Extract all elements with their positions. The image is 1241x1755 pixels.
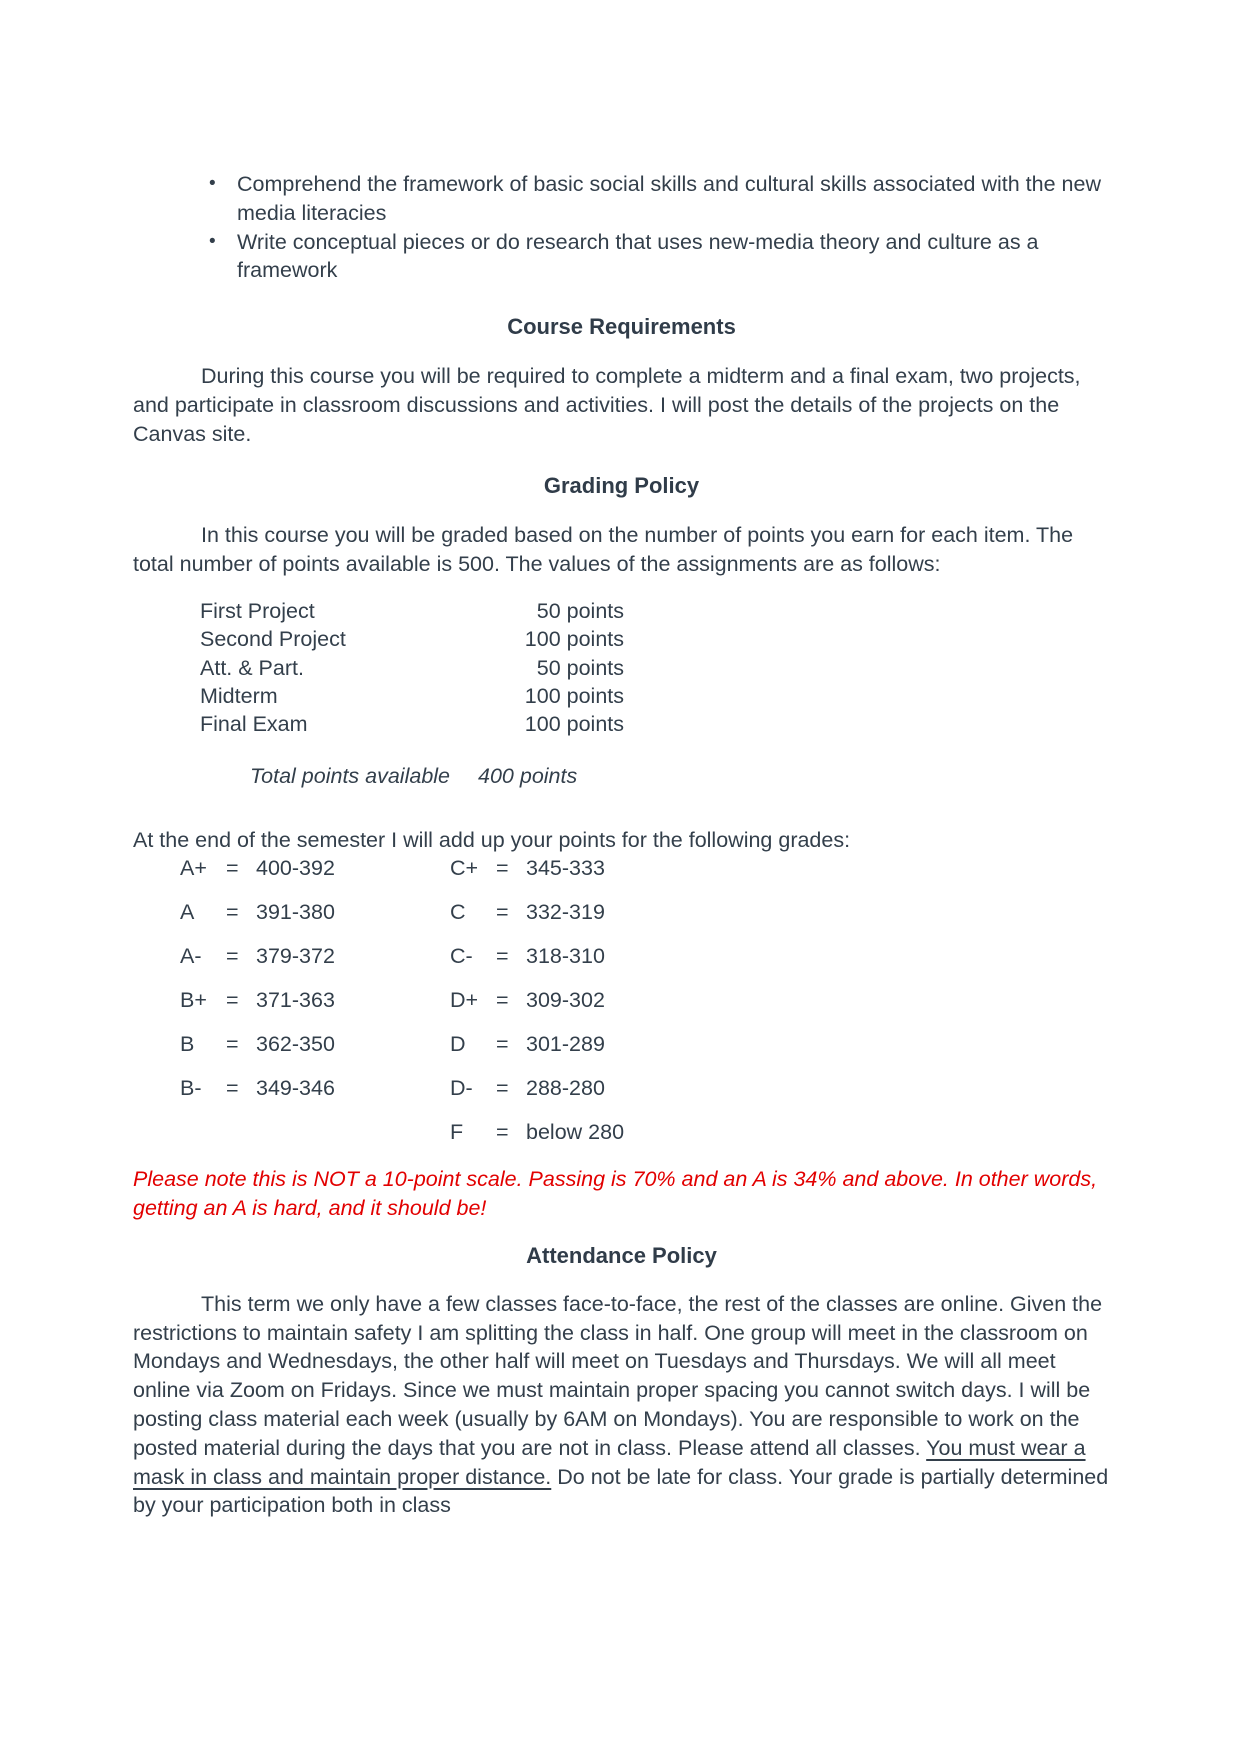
grade-cell [450,898,605,927]
grade-cell [450,942,605,971]
points-row [133,654,1110,682]
grade-row [133,898,1110,927]
grade-letter: D [450,1032,466,1057]
grade-letter: D- [450,1076,473,1101]
attendance-underlined-sentence: You must wear a mask in class and maintain proper distance. [133,1435,1086,1489]
grades-intro-line: At the end of the semester I will add up your points for the following grades: [133,827,851,852]
assignment-name: Second Project [200,627,346,652]
assignment-name: Att. & Part. [200,655,304,680]
grade-row [133,1030,1110,1059]
total-points-label: Total points available [250,763,451,788]
grade-row [133,942,1110,971]
grade-cell [450,1118,624,1147]
grade-range: 362-350 [256,1032,335,1057]
total-points-line [133,762,1110,791]
grade-range: 371-363 [256,988,335,1013]
grade-range: 309-302 [526,988,605,1013]
course-requirements-paragraph: During this course you will be required to complete a midterm and a final exam, two projects, and participate in classroom discussions and activities. I will post the details of the projects on the Canvas site. [133,363,1081,446]
assignment-points: 100 points [524,683,624,708]
grade-cell [133,986,450,1015]
assignment-points-table [133,597,1110,739]
points-row [133,682,1110,710]
grade-letter: B+ [180,988,207,1013]
points-row [133,625,1110,653]
objectives-list [133,170,1110,285]
grade-range: 379-372 [256,944,335,969]
grade-cell [133,1030,450,1059]
assignment-name: First Project [200,598,315,623]
assignment-points: 100 points [524,627,624,652]
grade-range: 288-280 [526,1076,605,1101]
grade-range: 332-319 [526,900,605,925]
grade-letter: C- [450,944,473,969]
assignment-points: 50 points [536,598,624,623]
equals-sign: = [226,944,239,969]
grade-letter: A [180,900,195,925]
grade-letter: B- [180,1076,202,1101]
grade-range: 301-289 [526,1032,605,1057]
equals-sign: = [226,900,239,925]
objective-bullet-item: • Comprehend the framework of basic social skills and cultural skills associated with the new media literacies [133,170,1110,228]
grade-scale-grid [133,854,1110,1147]
grade-range: 345-333 [526,856,605,881]
assignment-points: 100 points [524,712,624,737]
grade-row [133,854,1110,883]
points-row [133,597,1110,625]
grade-range: 400-392 [256,856,335,881]
equals-sign: = [496,1076,509,1101]
grade-letter: C [450,900,466,925]
grade-cell [133,854,450,883]
grade-range: 349-346 [256,1076,335,1101]
grade-range: 318-310 [526,944,605,969]
grade-range: 391-380 [256,900,335,925]
grading-policy-paragraph: In this course you will be graded based on the number of points you earn for each item. The total number of points available is 500. The values of the assignments are as follows: [133,523,1074,576]
equals-sign: = [496,856,509,881]
assignment-name: Midterm [200,683,278,708]
total-points-value: 400 points [478,763,578,788]
assignment-points: 50 points [536,655,624,680]
grade-cell [133,942,450,971]
grade-letter: F [450,1120,464,1145]
equals-sign: = [496,1032,509,1057]
grade-range: below 280 [526,1120,625,1145]
equals-sign: = [496,900,509,925]
objective-bullet-item: • Write conceptual pieces or do research that uses new-media theory and culture as a framework [133,228,1110,286]
grade-letter: B [180,1032,195,1057]
course-requirements-heading: Course Requirements [507,314,736,340]
grade-letter: A- [180,944,202,969]
grade-letter: A+ [180,856,207,881]
grade-row [133,986,1110,1015]
grade-cell [450,1074,605,1103]
grade-row [133,1074,1110,1103]
attendance-policy-heading: Attendance Policy [526,1242,717,1268]
grade-cell [133,1074,450,1103]
equals-sign: = [496,988,509,1013]
equals-sign: = [226,1032,239,1057]
equals-sign: = [496,944,509,969]
equals-sign: = [226,1076,239,1101]
attendance-text-before: This term we only have a few classes face-to-face, the rest of the classes are online. Given the restrictions to maintain safety I am splitting the class in half. One group will meet in the classroom on Mondays and Wednesdays, the other half will meet on Tuesdays and Thursdays. We will all meet online via Zoom on Fridays. Since we must maintain proper spacing you cannot switch days. I will be posting class material each week (usually by 6AM on Mondays). You are responsible to work on the posted material during the days that you are not in class. Please attend all classes. [133,1291,1103,1460]
grade-row [133,1118,1110,1147]
grade-letter: D+ [450,988,479,1013]
grading-policy-heading: Grading Policy [543,473,700,499]
assignment-name: Final Exam [200,712,308,737]
grade-cell [450,1030,605,1059]
grade-letter: C+ [450,856,479,881]
attendance-policy-paragraph [133,1290,1110,1520]
equals-sign: = [226,988,239,1013]
grading-warning-note: Please note this is NOT a 10-point scale. Passing is 70% and an A is 34% and above. In other words, getting an A is hard, and it should be! [133,1167,1098,1221]
equals-sign: = [496,1120,509,1145]
grade-cell [450,986,605,1015]
grade-cell-empty [133,1118,450,1147]
attendance-text-after: Do not be late for class. Your grade is partially determined by your participation both in class [133,1464,1109,1518]
points-row [133,710,1110,738]
grade-cell [133,898,450,927]
grade-cell [450,854,605,883]
equals-sign: = [226,856,239,881]
